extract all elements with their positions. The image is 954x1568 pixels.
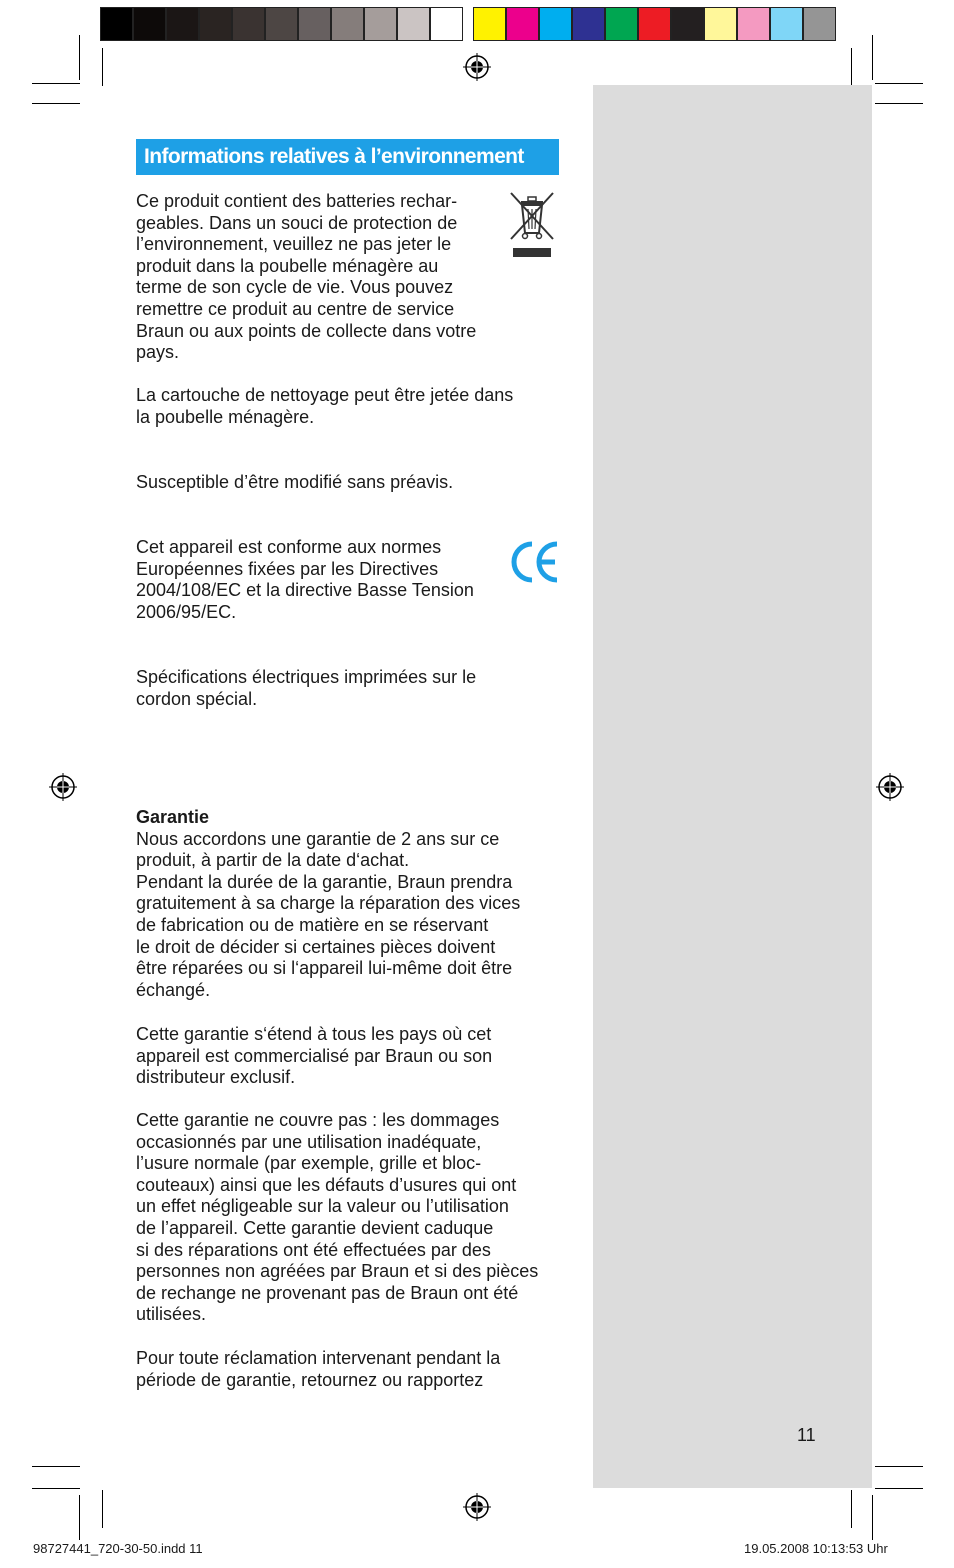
text-line: de rechange ne provenant pas de Braun ont été — [136, 1282, 519, 1303]
color-swatch — [737, 7, 770, 41]
color-swatch — [298, 7, 331, 41]
color-swatch — [506, 7, 539, 41]
notice-paragraph — [136, 472, 453, 494]
text-line: La cartouche de nettoyage peut être jetée dans — [136, 385, 514, 405]
color-swatch — [770, 7, 803, 41]
text-line: distributeur exclusif. — [136, 1067, 296, 1088]
crop-mark — [32, 1488, 80, 1489]
color-swatch — [232, 7, 265, 41]
registration-mark-icon — [463, 53, 491, 81]
color-swatch — [605, 7, 638, 41]
color-swatch — [100, 7, 133, 41]
color-swatch — [364, 7, 397, 41]
crossed-bin-icon — [509, 191, 555, 259]
text-line: cordon spécial. — [136, 688, 258, 709]
crop-mark — [872, 35, 873, 80]
text-line: geables. Dans un souci de protection de — [136, 212, 458, 233]
crop-mark — [102, 48, 103, 86]
crop-mark — [102, 1490, 103, 1528]
text-line: remettre ce produit au centre de service — [136, 298, 455, 319]
footer-file-name: 98727441_720-30-50.indd 11 — [33, 1541, 203, 1556]
text-line: appareil est commercialisé par Braun ou son — [136, 1045, 493, 1066]
warranty-heading: Garantie — [136, 807, 210, 827]
color-swatch — [199, 7, 232, 41]
text-line: 2006/95/EC. — [136, 601, 237, 622]
text-line: la poubelle ménagère. — [136, 406, 315, 427]
page-number: 11 — [797, 1425, 816, 1445]
color-swatch — [430, 7, 463, 41]
crop-mark — [32, 103, 80, 104]
text-line: être réparées ou si l‘appareil lui-même doit être — [136, 958, 513, 979]
color-swatch — [331, 7, 364, 41]
process-swatch-group — [473, 7, 836, 41]
warranty-paragraph — [136, 807, 520, 1001]
crop-mark — [875, 1488, 923, 1489]
color-swatch — [473, 7, 506, 41]
environment-paragraph — [136, 191, 476, 364]
color-swatch — [397, 7, 430, 41]
electrical-spec-paragraph — [136, 667, 476, 710]
text-line: Susceptible d’être modifié sans préavis. — [136, 472, 454, 492]
crop-mark — [851, 1490, 852, 1528]
crop-mark — [32, 83, 80, 84]
crop-mark — [79, 35, 80, 80]
color-swatch — [539, 7, 572, 41]
section-title: Informations relatives à l’environnement — [136, 139, 559, 175]
text-line: échangé. — [136, 979, 211, 1000]
text-line: l’usure normale (par exemple, grille et bloc- — [136, 1153, 482, 1174]
color-swatch — [265, 7, 298, 41]
color-swatch — [671, 7, 704, 41]
text-line: de l’appareil. Cette garantie devient caduque — [136, 1217, 494, 1238]
text-line: le droit de décider si certaines pièces doivent — [136, 936, 496, 957]
warranty-claim-paragraph — [136, 1348, 500, 1391]
text-line: produit dans la poubelle ménagère au — [136, 255, 439, 276]
text-line: de fabrication ou de matière en se réservant — [136, 914, 489, 935]
text-line: l’environnement, veuillez ne pas jeter le — [136, 234, 452, 255]
text-line: Ce produit contient des batteries rechar- — [136, 191, 458, 211]
crop-mark — [875, 103, 923, 104]
color-swatch — [133, 7, 166, 41]
text-line: période de garantie, retournez ou rapportez — [136, 1369, 484, 1390]
text-line: Braun ou aux points de collecte dans votre — [136, 320, 477, 341]
text-line: 2004/108/EC et la directive Basse Tension — [136, 580, 474, 601]
text-line: Nous accordons une garantie de 2 ans sur ce — [136, 828, 500, 849]
text-line: Européennes fixées par les Directives — [136, 558, 439, 579]
text-line: gratuitement à sa charge la réparation des vices — [136, 893, 521, 914]
crop-mark — [851, 48, 852, 86]
ce-mark-icon — [510, 540, 560, 584]
color-swatch — [803, 7, 836, 41]
color-swatch — [638, 7, 671, 41]
crop-mark — [875, 1466, 923, 1467]
registration-mark-icon — [876, 773, 904, 801]
registration-mark-icon — [463, 1493, 491, 1521]
registration-mark-icon — [49, 773, 77, 801]
text-line: Cette garantie s‘étend à tous les pays où cet — [136, 1024, 492, 1044]
text-line: un effet négligeable sur la valeur ou l’utilisation — [136, 1196, 509, 1217]
crop-mark — [875, 83, 923, 84]
warranty-scope-paragraph — [136, 1024, 492, 1089]
side-panel — [593, 85, 872, 1488]
text-line: utilisées. — [136, 1304, 207, 1325]
text-line: Pendant la durée de la garantie, Braun prendra — [136, 871, 513, 892]
text-line: Cet appareil est conforme aux normes — [136, 537, 442, 557]
text-line: pays. — [136, 342, 180, 363]
color-swatch — [572, 7, 605, 41]
color-swatch — [704, 7, 737, 41]
text-line: produit, à partir de la date d‘achat. — [136, 850, 410, 871]
warranty-exclusions-paragraph — [136, 1110, 538, 1326]
cartridge-paragraph — [136, 385, 513, 428]
crop-mark — [79, 1495, 80, 1540]
text-line: Cette garantie ne couvre pas : les dommages — [136, 1110, 500, 1130]
gray-swatch-group — [100, 7, 463, 41]
color-swatch — [166, 7, 199, 41]
footer-timestamp: 19.05.2008 10:13:53 Uhr — [744, 1541, 888, 1556]
text-line: Pour toute réclamation intervenant pendant la — [136, 1348, 501, 1368]
text-line: Spécifications électriques imprimées sur le — [136, 667, 477, 687]
crop-mark — [872, 1495, 873, 1540]
crop-mark — [32, 1466, 80, 1467]
text-line: personnes non agréées par Braun et si des pièces — [136, 1261, 539, 1282]
text-line: si des réparations ont été effectuées par des — [136, 1239, 491, 1260]
text-line: couteaux) ainsi que les défauts d’usures qui ont — [136, 1174, 517, 1195]
conformity-paragraph — [136, 537, 474, 623]
text-line: occasionnés par une utilisation inadéquate, — [136, 1131, 482, 1152]
text-line: terme de son cycle de vie. Vous pouvez — [136, 277, 454, 298]
color-calibration-bar — [100, 7, 836, 41]
